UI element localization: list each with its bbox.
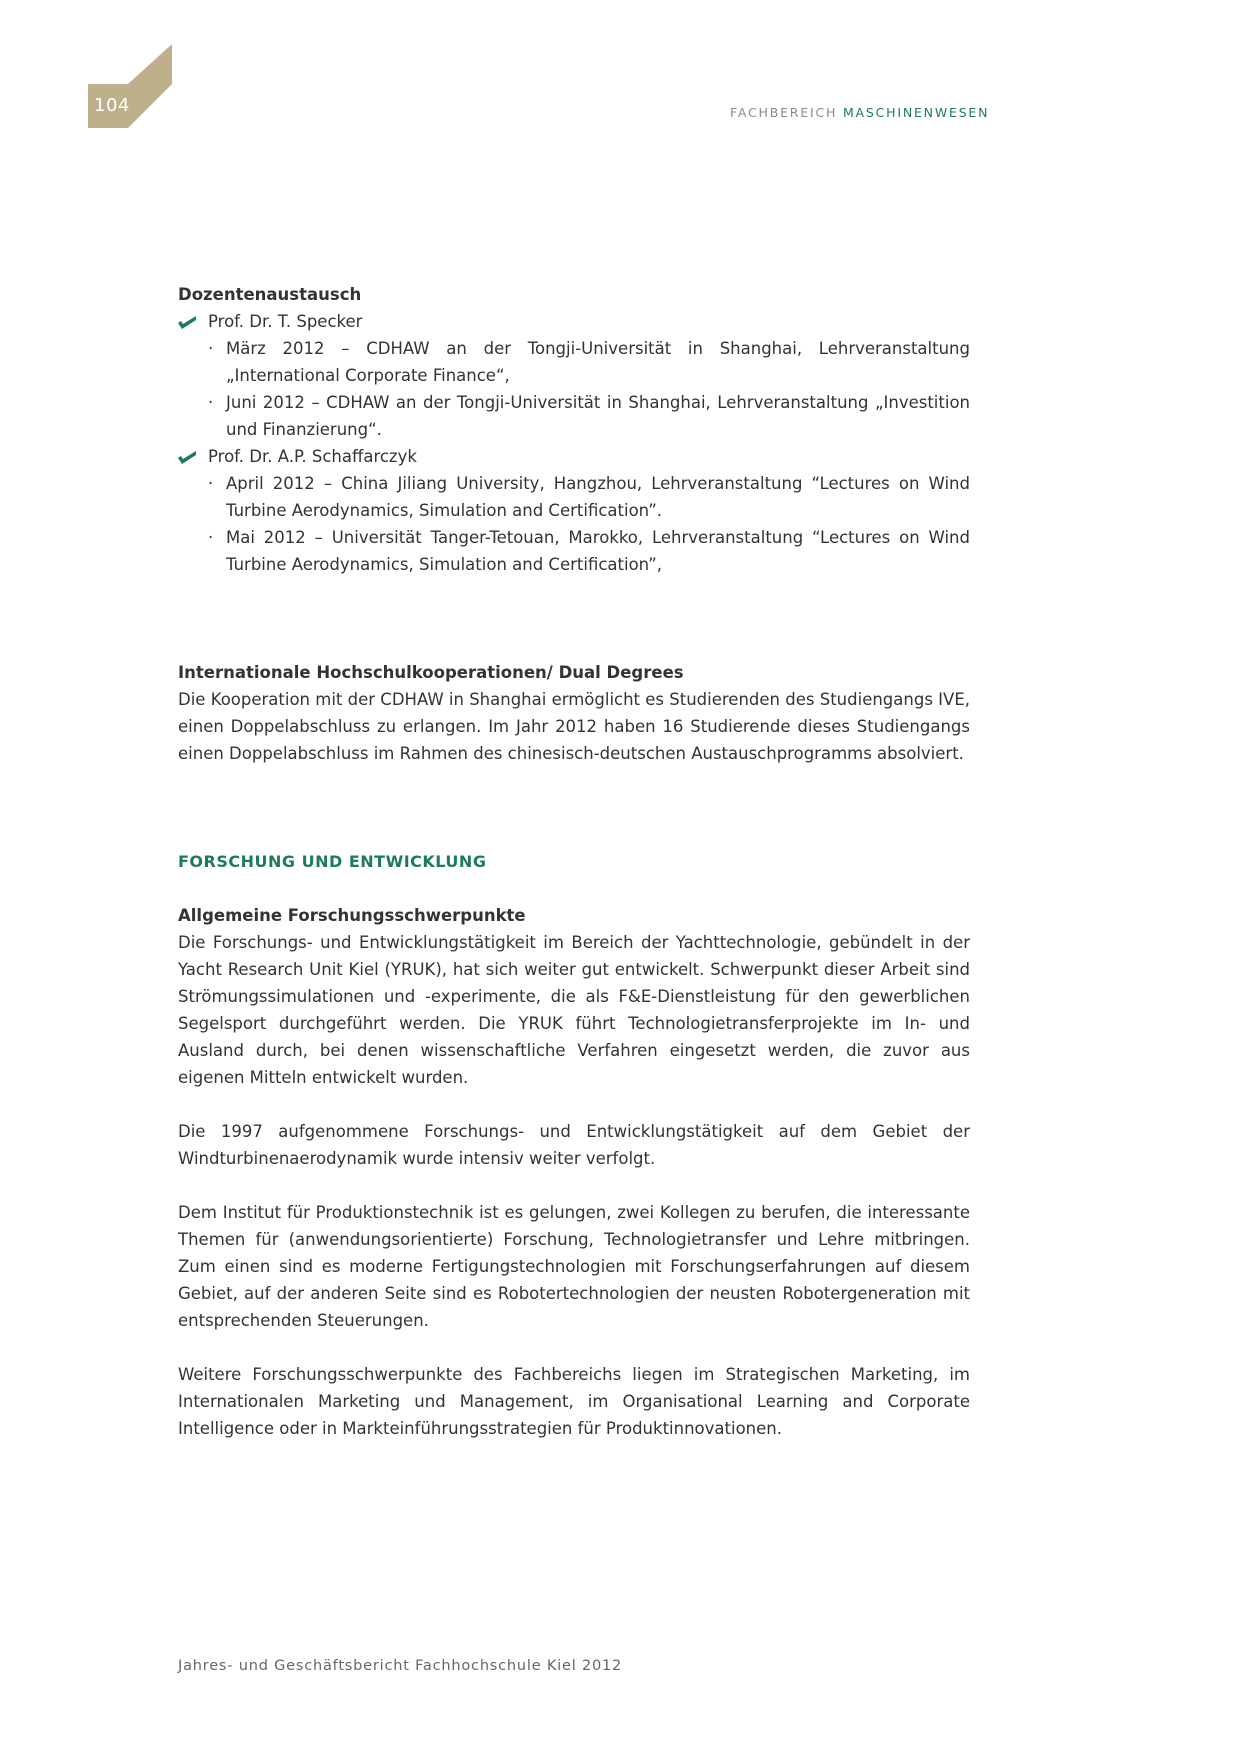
dozentenaustausch-heading: Dozentenaustausch — [178, 285, 362, 304]
professor-item — [178, 443, 970, 470]
bullet-icon: · — [208, 393, 214, 412]
event-item — [178, 470, 970, 524]
bullet-icon: · — [208, 528, 214, 547]
professor-name: Prof. Dr. T. Specker — [208, 312, 363, 331]
page-number: 104 — [94, 95, 130, 116]
forschung-paragraph: Die 1997 aufgenommene Forschungs- und Entwicklungstätigkeit auf dem Gebiet der Windturbinenaerodynamik wurde intensiv weiter verfolgt. — [178, 1122, 970, 1168]
event-item — [178, 389, 970, 443]
event-item — [178, 524, 970, 578]
event-item — [178, 335, 970, 389]
kooperationen-heading: Internationale Hochschulkooperationen/ Dual Degrees — [178, 663, 684, 682]
forschung-section-heading: FORSCHUNG UND ENTWICKLUNG — [178, 852, 487, 871]
forschung-paragraph: Die Forschungs- und Entwicklungstätigkeit im Bereich der Yachttechnologie, gebündelt in der Yacht Research Unit Kiel (YRUK), hat sich weiter gut entwickelt. Schwerpunkt dieser Arbeit sind Strömungssimulationen und -experimente, die als F&E-Dienstleistung für den gewerblichen Segelsport durchgeführt werden. Die YRUK führt Technologietransferprojekte im In- und Ausland durch, bei denen wissenschaftliche Verfahren eingesetzt werden, die zuvor aus eigenen Mitteln entwickelt wurden. — [178, 933, 970, 1087]
main-content — [178, 281, 970, 1442]
event-list — [178, 470, 970, 578]
header-department: FACHBEREICH — [730, 105, 838, 120]
page-header — [730, 105, 989, 120]
kooperationen-paragraph: Die Kooperation mit der CDHAW in Shanghai ermöglicht es Studierenden des Studiengangs IVE, einen Doppelabschluss zu erlangen. Im Jahr 2012 haben 16 Studierende dieses Studiengangs einen Doppelabschluss im Rahmen des chinesisch-deutschen Austauschprogramms absolviert. — [178, 690, 970, 763]
forschung-paragraph: Dem Institut für Produktionstechnik ist es gelungen, zwei Kollegen zu berufen, die interessante Themen für (anwendungsorientierte) Forschung, Technologietransfer und Lehre mitbringen. Zum einen sind es moderne Fertigungstechnologien mit Forschungserfahrungen auf diesem Gebiet, auf der anderen Seite sind es Robotertechnologien der neusten Robotergeneration mit entsprechenden Steuerungen. — [178, 1203, 970, 1330]
event-text: Juni 2012 – CDHAW an der Tongji-Universität in Shanghai, Lehrveranstaltung „Investition und Finanzierung“. — [226, 393, 970, 439]
event-list — [178, 335, 970, 443]
event-text: März 2012 – CDHAW an der Tongji-Universität in Shanghai, Lehrveranstaltung „International Corporate Finance“, — [226, 339, 970, 385]
forschung-paragraph: Weitere Forschungsschwerpunkte des Fachbereichs liegen im Strategischen Marketing, im Internationalen Marketing und Management, im Organisational Learning and Corporate Intelligence oder in Markteinführungsstrategien für Produktinnovationen. — [178, 1365, 970, 1438]
checkmark-icon — [178, 316, 196, 330]
bullet-icon: · — [208, 474, 214, 493]
forschung-subheading: Allgemeine Forschungsschwerpunkte — [178, 906, 526, 925]
page-footer: Jahres- und Geschäftsbericht Fachhochschule Kiel 2012 — [178, 1658, 623, 1674]
bullet-icon: · — [208, 339, 214, 358]
event-text: April 2012 – China Jiliang University, Hangzhou, Lehrveranstaltung “Lectures on Wind Turbine Aerodynamics, Simulation and Certification”. — [226, 474, 970, 520]
checkmark-icon — [178, 451, 196, 465]
professor-name: Prof. Dr. A.P. Schaffarczyk — [208, 447, 417, 466]
header-faculty: MASCHINENWESEN — [842, 105, 990, 120]
professor-item — [178, 308, 970, 335]
event-text: Mai 2012 – Universität Tanger-Tetouan, Marokko, Lehrveranstaltung “Lectures on Wind Turbine Aerodynamics, Simulation and Certification”, — [226, 528, 970, 574]
